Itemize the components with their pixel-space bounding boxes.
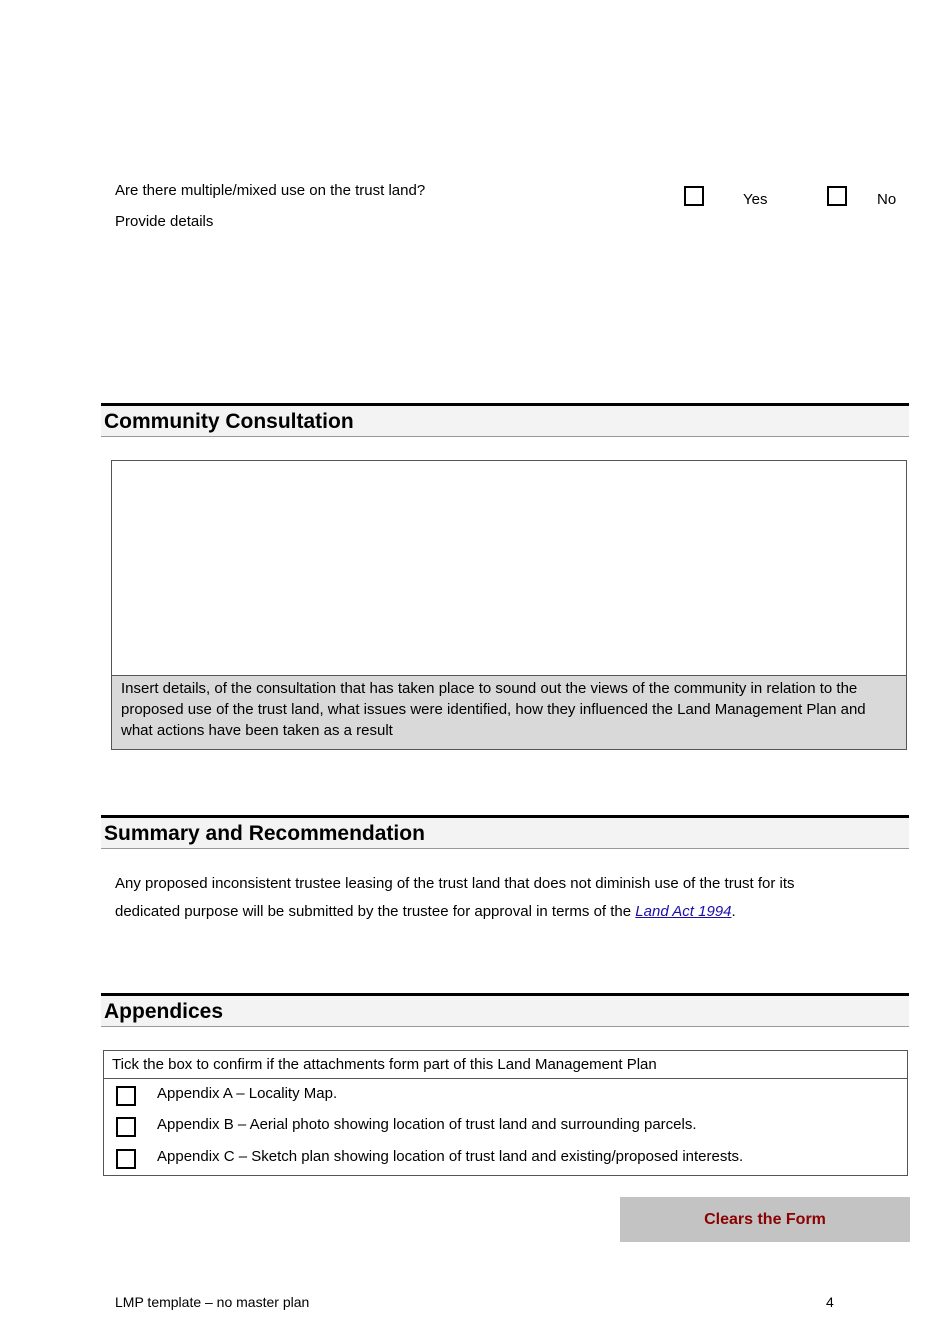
appendix-row: [104, 1111, 907, 1142]
appendix-c-checkbox[interactable]: [116, 1149, 136, 1169]
summary-paragraph: [115, 870, 815, 925]
appendices-instruction: Tick the box to confirm if the attachments form part of this Land Management Plan: [104, 1051, 907, 1079]
consultation-details-input[interactable]: [112, 461, 906, 675]
mixed-use-yes-checkbox[interactable]: [684, 186, 704, 206]
footer-doc-name: LMP template – no master plan: [115, 1294, 310, 1310]
appendices-header: [101, 993, 909, 1027]
mixed-use-question: Are there multiple/mixed use on the trust land?: [115, 182, 426, 199]
consultation-field-box: [111, 460, 907, 750]
land-act-link[interactable]: Land Act 1994: [635, 902, 732, 920]
summary-recommendation-header: [101, 815, 909, 849]
community-consultation-header: [101, 403, 909, 437]
summary-recommendation-title: Summary and Recommendation: [104, 822, 425, 845]
footer-page-number: 4: [826, 1294, 834, 1310]
summary-text: Any proposed inconsistent trustee leasing of the trust land that does not diminish use of the trust for its dedicated purpose will be submitted by the trustee for approval in terms of the: [115, 875, 795, 920]
appendix-row: [104, 1080, 907, 1111]
appendix-b-label: Appendix B – Aerial photo showing location of trust land and surrounding parcels.: [157, 1116, 697, 1133]
community-consultation-title: Community Consultation: [104, 410, 354, 433]
consultation-hint: Insert details, of the consultation that has taken place to sound out the views of the community in relation to the proposed use of the trust land, what issues were identified, how they influenced the Land Management Plan and what actions have been taken as a result: [112, 675, 906, 749]
provide-details-label: Provide details: [115, 213, 214, 230]
mixed-use-yes-label: Yes: [743, 191, 768, 208]
appendix-row: [104, 1143, 907, 1174]
summary-text-end: .: [731, 902, 736, 920]
appendix-a-label: Appendix A – Locality Map.: [157, 1085, 338, 1102]
clear-form-button[interactable]: Clears the Form: [620, 1197, 910, 1242]
mixed-use-no-checkbox[interactable]: [827, 186, 847, 206]
appendix-a-checkbox[interactable]: [116, 1086, 136, 1106]
appendix-b-checkbox[interactable]: [116, 1117, 136, 1137]
appendices-title: Appendices: [104, 1000, 224, 1023]
mixed-use-no-label: No: [877, 191, 897, 208]
appendices-table: [103, 1050, 908, 1176]
appendix-c-label: Appendix C – Sketch plan showing location of trust land and existing/proposed interests.: [157, 1148, 744, 1165]
